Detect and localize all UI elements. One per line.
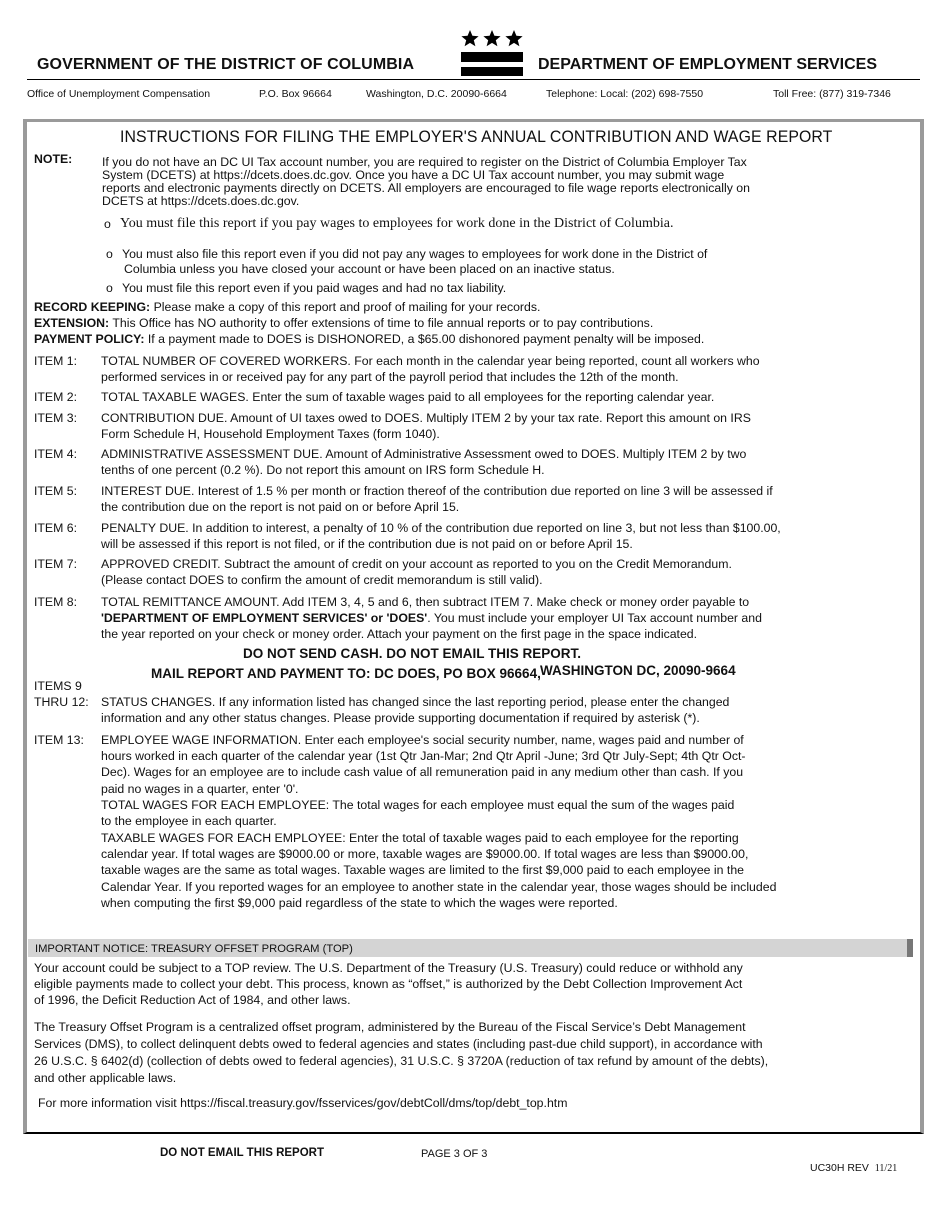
- form-number: UC30H REV 11/21: [810, 1162, 898, 1174]
- note-line: System (DCETS) at https://dcets.does.dc.gov. Once you have a DC UI Tax account number, you may submit wage: [102, 168, 725, 182]
- note-line: If you do not have an DC UI Tax account number, you are required to register on the District of Columbia Employer Tax: [102, 155, 747, 169]
- top-paragraph-line: Your account could be subject to a TOP review. The U.S. Department of the Treasury (U.S. Treasury) could reduce or withhold any: [34, 961, 743, 975]
- office-name: Office of Unemployment Compensation: [27, 88, 211, 100]
- item-text: TOTAL NUMBER OF COVERED WORKERS. For each month in the calendar year being reported, count all workers who: [101, 354, 760, 368]
- item-text: paid no wages in a quarter, enter '0'.: [101, 782, 299, 796]
- star-icon: [483, 30, 500, 46]
- item-text: when computing the first $9,000 paid regardless of the state to which the wages were reported.: [101, 896, 618, 910]
- mail-notice: MAIL REPORT AND PAYMENT TO: DC DOES, PO BOX 96664,: [151, 666, 541, 681]
- item-text: tenths of one percent (0.2 %). Do not report this amount on IRS form Schedule H.: [101, 463, 545, 477]
- star-icon: [505, 30, 522, 46]
- item-text: will be assessed if this report is not filed, or if the contribution due is not paid on or before April 15.: [101, 537, 633, 551]
- flag-bar: [461, 67, 523, 76]
- phone-toll-free: Toll Free: (877) 319-7346: [773, 88, 891, 100]
- item-text: TAXABLE WAGES FOR EACH EMPLOYEE: Enter the total of taxable wages paid to each employee for the reporting: [101, 831, 739, 845]
- bullet-text: You must file this report even if you paid wages and had no tax liability.: [122, 281, 507, 295]
- po-box: P.O. Box 96664: [259, 88, 332, 100]
- star-icon: [461, 30, 478, 46]
- dc-flag-logo: [461, 30, 523, 76]
- bullet-text: You must also file this report even if you did not pay any wages to employees for work done in the District of: [122, 247, 708, 261]
- record-keeping: RECORD KEEPING: Please make a copy of this report and proof of mailing for your records.: [34, 300, 541, 314]
- item-label: ITEM 7:: [34, 557, 78, 571]
- item-label: ITEM 1:: [34, 354, 78, 368]
- city-address: Washington, D.C. 20090-6664: [366, 88, 507, 100]
- header-rule: [27, 79, 920, 80]
- item-text: TOTAL REMITTANCE AMOUNT. Add ITEM 3, 4, 5 and 6, then subtract ITEM 7. Make check or money order payable to: [101, 595, 750, 609]
- top-paragraph-line: 26 U.S.C. § 6402(d) (collection of debts owed to federal agencies), 31 U.S.C. § 3720A (reduction of tax refund by amount of the debts),: [34, 1054, 769, 1068]
- item-label: ITEM 13:: [34, 733, 84, 747]
- item-label: THRU 12:: [34, 695, 89, 709]
- bullet-text: Columbia unless you have closed your account or have been placed on an inactive status.: [124, 262, 615, 276]
- bullet-mark: o: [106, 247, 113, 261]
- note-label: NOTE:: [34, 152, 73, 166]
- government-title: GOVERNMENT OF THE DISTRICT OF COLUMBIA: [37, 56, 415, 73]
- item-text: to the employee in each quarter.: [101, 814, 277, 828]
- top-notice-header: IMPORTANT NOTICE: TREASURY OFFSET PROGRAM (TOP): [35, 943, 353, 955]
- no-email-footer: DO NOT EMAIL THIS REPORT: [160, 1147, 324, 1159]
- item-label: ITEM 8:: [34, 595, 78, 609]
- item-text: INTEREST DUE. Interest of 1.5 % per month or fraction thereof of the contribution due reported on line 3 will be assessed if: [101, 484, 773, 498]
- item-label: ITEMS 9: [34, 679, 82, 693]
- item-text: performed services in or received pay for any part of the payroll period that includes the 12th of the month.: [101, 370, 679, 384]
- item-label: ITEM 2:: [34, 390, 78, 404]
- flag-bar: [461, 52, 523, 62]
- phone-local: Telephone: Local: (202) 698-7550: [546, 88, 704, 100]
- item-label: ITEM 3:: [34, 411, 78, 425]
- item-text: the contribution due on the report is not paid on or before April 15.: [101, 500, 460, 514]
- page-number: PAGE 3 OF 3: [421, 1148, 488, 1160]
- item-label: ITEM 4:: [34, 447, 78, 461]
- item-text: ADMINISTRATIVE ASSESSMENT DUE. Amount of Administrative Assessment owed to DOES. Multiply ITEM 2 by two: [101, 447, 747, 461]
- note-line: reports and electronic payments directly on DCETS. All employers are encouraged to file wage reports electronically on: [102, 181, 750, 195]
- item-text: (Please contact DOES to confirm the amount of credit memorandum is still valid).: [101, 573, 543, 587]
- item-text: information and any other status changes. Please provide supporting documentation if required by asterisk (*).: [101, 711, 700, 725]
- page-title: INSTRUCTIONS FOR FILING THE EMPLOYER'S ANNUAL CONTRIBUTION AND WAGE REPORT: [120, 128, 833, 146]
- no-cash-notice: DO NOT SEND CASH. DO NOT EMAIL THIS REPORT.: [243, 646, 582, 661]
- bullet-mark: o: [104, 217, 111, 231]
- item-text: 'DEPARTMENT OF EMPLOYMENT SERVICES' or 'DOES'. You must include your employer UI Tax account number and: [101, 611, 762, 625]
- item-text: Calendar Year. If you reported wages for an employee to another state in the calendar year, those wages should be included: [101, 880, 777, 894]
- item-label: ITEM 6:: [34, 521, 78, 535]
- item-text: TOTAL TAXABLE WAGES. Enter the sum of taxable wages paid to all employees for the reporting calendar year.: [101, 390, 715, 404]
- top-paragraph-line: of 1996, the Deficit Reduction Act of 1984, and other laws.: [34, 993, 351, 1007]
- payment-policy: PAYMENT POLICY: If a payment made to DOES is DISHONORED, a $65.00 dishonored payment penalty will be imposed.: [34, 332, 705, 346]
- item-text: Dec). Wages for an employee are to include cash value of all remuneration paid in any medium other than cash. If you: [101, 765, 744, 779]
- item-text: the year reported on your check or money order. Attach your payment on the first page in the space indicated.: [101, 627, 698, 641]
- item-text: PENALTY DUE. In addition to interest, a penalty of 10 % of the contribution due reported on line 3, but not less than $100.00,: [101, 521, 781, 535]
- extension: EXTENSION: This Office has NO authority to offer extensions of time to file annual reports or to pay contributions.: [34, 316, 654, 330]
- top-paragraph-line: The Treasury Offset Program is a centralized offset program, administered by the Bureau of the Fiscal Service’s Debt Management: [34, 1020, 746, 1034]
- note-line: DCETS at https://dcets.does.dc.gov.: [102, 194, 300, 208]
- bullet-mark: o: [106, 281, 113, 295]
- top-paragraph-line: and other applicable laws.: [34, 1071, 177, 1085]
- item-text: APPROVED CREDIT. Subtract the amount of credit on your account as reported to you on the Credit Memorandum.: [101, 557, 732, 571]
- item-label: ITEM 5:: [34, 484, 78, 498]
- bullet-text: You must file this report if you pay wages to employees for work done in the District of Columbia.: [120, 216, 674, 231]
- mail-city: WASHINGTON DC, 20090-9664: [540, 663, 736, 678]
- more-info-link: For more information visit https://fiscal.treasury.gov/fsservices/gov/debtColl/dms/top/debt_top.htm: [38, 1096, 568, 1110]
- department-title: DEPARTMENT OF EMPLOYMENT SERVICES: [538, 56, 877, 73]
- top-paragraph-line: Services (DMS), to collect delinquent debts owed to federal agencies and states (including past-due child support), in accordance with: [34, 1037, 763, 1051]
- item-text: hours worked in each quarter of the calendar year (1st Qtr Jan-Mar; 2nd Qtr April -June; 3rd Qtr July-Sept; 4th Qtr Oct-: [101, 749, 746, 763]
- item-text: taxable wages are the same as total wages. Taxable wages are limited to the first $9,000 paid to each employee in the: [101, 863, 745, 877]
- item-text: STATUS CHANGES. If any information listed has changed since the last reporting period, please enter the changed: [101, 695, 730, 709]
- item-text: calendar year. If total wages are $9000.00 or more, taxable wages are $9000.00. If total wages are less than $9000.00,: [101, 847, 749, 861]
- item-text: EMPLOYEE WAGE INFORMATION. Enter each employee's social security number, name, wages paid and number of: [101, 733, 744, 747]
- top-paragraph-line: eligible payments made to collect your debt. This process, known as “offset,” is authorized by the Debt Collection Improvement Act: [34, 977, 743, 991]
- item-text: CONTRIBUTION DUE. Amount of UI taxes owed to DOES. Multiply ITEM 2 by your tax rate. Report this amount on IRS: [101, 411, 751, 425]
- item-text: Form Schedule H, Household Employment Taxes (form 1040).: [101, 427, 440, 441]
- item-text: TOTAL WAGES FOR EACH EMPLOYEE: The total wages for each employee must equal the sum of the wages paid: [101, 798, 735, 812]
